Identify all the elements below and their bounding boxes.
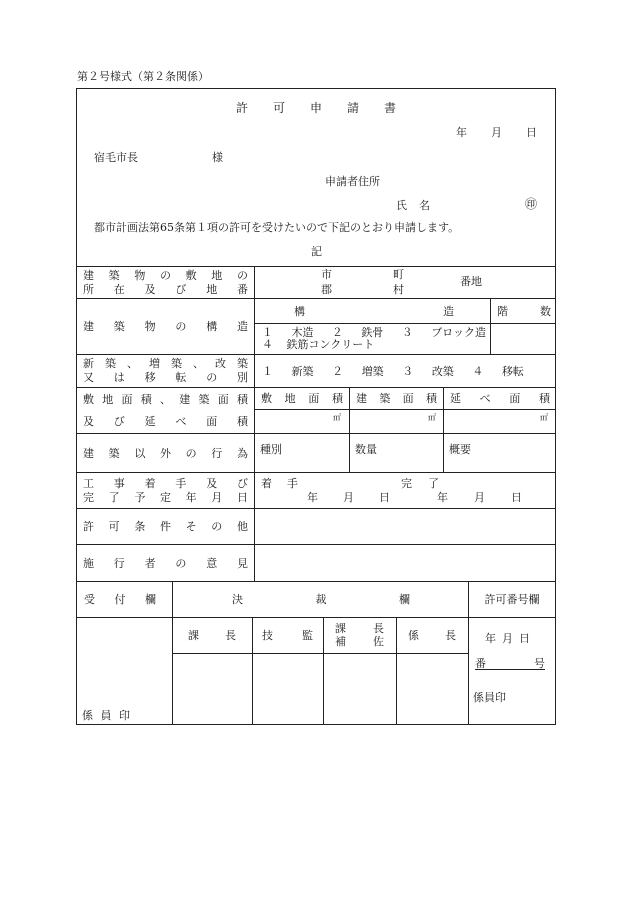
application-statement: 都市計画法第65条第１項の許可を受けたいので下記のとおり申請します。 (94, 221, 460, 234)
label-char: 受 (84, 593, 95, 606)
label-char: 課 (335, 622, 346, 635)
label-char: 別 (236, 371, 248, 384)
staff-seal-left (82, 708, 130, 721)
option-number: ３ (402, 364, 414, 378)
option-rebuild: 改築 (431, 364, 454, 378)
label-char: 延 (144, 414, 156, 428)
label-char: 積 (236, 414, 248, 428)
label-line (83, 371, 248, 384)
label-char: 日 (519, 631, 530, 645)
name-char: 氏 (396, 198, 407, 212)
site-city: 市 (321, 268, 332, 281)
label-line (83, 415, 248, 428)
label-char: 課 (188, 629, 199, 642)
label-char: 敷 (185, 268, 197, 282)
schedule-start-label (261, 476, 298, 489)
label-line (83, 491, 248, 504)
label-char: の (175, 320, 187, 333)
label-char: 行 (113, 556, 125, 570)
site-lot-number: 番地 (460, 275, 482, 288)
title-char: 可 (272, 100, 285, 115)
date-day: 日 (526, 126, 537, 139)
structure-options-line2 (262, 339, 374, 350)
label-char: 係 (82, 708, 93, 722)
applicant-address-label: 申請者住所 (325, 175, 380, 188)
build-type-options (262, 354, 524, 387)
label-char: 可 (108, 520, 120, 533)
label-char: 長 (445, 629, 456, 642)
label-char: の (175, 556, 187, 570)
label-char: 面 (509, 392, 521, 405)
label-char: 手 (175, 476, 187, 490)
label-char: 監 (302, 629, 313, 642)
option-number: ４ (262, 338, 273, 351)
site-county: 郡 (321, 283, 332, 296)
option-number: ３ (401, 325, 413, 339)
label-char: 建 (83, 320, 94, 333)
structure-label (76, 298, 254, 354)
form-number: 第２号様式（第２条関係） (77, 70, 209, 83)
label-char: 及 (83, 414, 94, 428)
option-wood: 木造 (291, 325, 314, 339)
site-town: 町 (393, 268, 404, 281)
label-char: 転 (175, 371, 187, 384)
operator-opinion-label (76, 544, 254, 581)
staff-seal-right: 係員印 (473, 691, 506, 704)
label-char: 裁 (315, 593, 327, 606)
label-char: び (236, 476, 248, 490)
label-char: の (185, 446, 197, 460)
applicant-name-label (396, 198, 430, 211)
label-char: の (211, 520, 223, 533)
label-char: 月 (502, 631, 513, 645)
option-number: ２ (331, 325, 343, 339)
total-floor-area-header (443, 387, 556, 409)
end-day: 日 (511, 491, 522, 504)
schedule-label (76, 472, 254, 508)
label-char: 面 (217, 392, 229, 406)
site-village: 村 (393, 283, 404, 296)
label-char: 施 (83, 556, 94, 570)
permit-number-line (475, 656, 545, 670)
label-char: 月 (211, 490, 223, 504)
label-char: 建 (83, 446, 94, 460)
permit-conditions-label (76, 508, 254, 544)
label-char: 築 (108, 446, 120, 460)
end-char: 完 (401, 476, 412, 490)
label-char: 長 (373, 622, 384, 635)
label-char: 条 (134, 520, 146, 533)
label-char: 了 (108, 490, 120, 504)
other-acts-type: 種別 (260, 443, 282, 456)
label-char: 意 (206, 556, 218, 570)
label-char: 又 (83, 371, 94, 384)
label-char: 許 (83, 520, 94, 533)
label-char: 予 (134, 490, 146, 504)
label-char: 為 (236, 446, 248, 460)
label-char: 見 (236, 556, 248, 570)
label-char: 築 (113, 320, 125, 333)
title-char: 請 (346, 100, 359, 115)
label-line (335, 622, 384, 635)
label-line (83, 393, 248, 406)
label-char: 積 (425, 392, 437, 405)
label-char: 積 (538, 392, 550, 405)
label-char: 補 (335, 635, 346, 648)
section-chief-header (172, 617, 252, 653)
label-char: 事 (113, 476, 125, 490)
label-char: 外 (159, 446, 171, 460)
label-line (83, 269, 248, 282)
label-char: 番 (236, 282, 248, 296)
permit-date (485, 631, 530, 644)
label-char: 面 (402, 392, 414, 405)
label-line (83, 357, 248, 370)
option-block: ブロック造 (431, 325, 486, 339)
label-char: 敷 (83, 392, 94, 406)
label-char: 印 (119, 708, 130, 722)
label-char: 敷 (261, 392, 272, 405)
label-char: 面 (206, 414, 218, 428)
label-char: 築 (108, 268, 120, 282)
label-char: 造 (236, 320, 248, 333)
label-char: 決 (232, 593, 243, 606)
label-char: 地 (211, 268, 223, 282)
title-char: 許 (236, 100, 249, 115)
label-char: 物 (144, 320, 156, 333)
label-char: 日 (236, 490, 248, 504)
technical-supervisor-header (252, 617, 323, 653)
seal-mark: ㊞ (525, 197, 538, 211)
label-char: 、 (160, 392, 171, 406)
label-char: 改 (215, 357, 226, 370)
label-char: 、 (193, 357, 204, 370)
col-char: 階 (497, 304, 508, 318)
label-char: 物 (134, 268, 146, 282)
ki-heading: 記 (311, 245, 322, 258)
end-year: 年 (437, 491, 448, 504)
label-char: 築 (379, 392, 391, 405)
label-line (83, 477, 248, 490)
form-title (236, 100, 396, 114)
label-char: 付 (114, 593, 126, 606)
floors-column-header (497, 298, 551, 323)
start-char: 手 (287, 476, 298, 490)
label-char: 定 (159, 490, 171, 504)
label-char: び (113, 414, 125, 428)
label-char: 増 (149, 357, 160, 370)
label-char: 工 (83, 476, 94, 490)
permit-no-char: 号 (534, 656, 545, 670)
start-month: 月 (343, 491, 354, 504)
label-char: 移 (144, 371, 156, 384)
reception-column-header (76, 581, 172, 617)
label-char: 地 (284, 392, 296, 405)
addressee: 宿毛市長 (94, 151, 138, 164)
label-char: 在 (113, 282, 125, 296)
label-char: は (113, 371, 125, 384)
option-rc: 鉄筋コンクリート (286, 338, 375, 351)
option-number: ２ (332, 364, 344, 378)
label-char: 延 (450, 392, 461, 405)
other-acts-label (76, 433, 254, 472)
addressee-honorific: 様 (212, 151, 223, 164)
label-char: 積 (237, 392, 248, 406)
col-char: 造 (443, 304, 454, 318)
label-char: 欄 (399, 593, 410, 606)
title-char: 書 (383, 100, 396, 115)
label-char: そ (185, 520, 197, 533)
option-number: １ (262, 364, 273, 378)
label-char: 積 (140, 392, 152, 406)
title-char: 申 (309, 100, 322, 115)
label-char: べ (479, 392, 491, 405)
label-char: 、 (127, 357, 138, 370)
label-char: 年 (185, 490, 197, 504)
label-char: の (236, 268, 248, 282)
end-month: 月 (474, 491, 485, 504)
end-char: 了 (428, 476, 439, 490)
other-acts-summary: 概要 (449, 443, 471, 456)
option-steel: 鉄骨 (361, 325, 384, 339)
label-char: 欄 (145, 593, 156, 606)
label-char: 積 (331, 392, 343, 405)
label-char: 以 (134, 446, 146, 460)
label-char: 及 (206, 476, 218, 490)
label-char: 行 (211, 446, 223, 460)
label-char: 築 (237, 357, 248, 370)
label-char: 年 (485, 631, 496, 645)
label-char: 技 (262, 629, 273, 642)
start-year: 年 (307, 491, 318, 504)
area-label (76, 387, 254, 433)
other-acts-quantity: 数量 (355, 443, 377, 456)
permit-no-char: 番 (475, 656, 486, 670)
site-area-header (254, 387, 349, 409)
label-char: 面 (308, 392, 320, 405)
schedule-end-label (401, 476, 439, 489)
label-char: 所 (83, 282, 94, 296)
site-location-label (76, 266, 254, 298)
label-char: 新 (83, 357, 94, 370)
label-char: 建 (179, 392, 191, 406)
total-floor-area-unit: ㎡ (540, 413, 548, 422)
label-char: 築 (198, 392, 210, 406)
building-area-header (349, 387, 443, 409)
option-number: １ (262, 325, 273, 339)
site-area-unit: ㎡ (333, 413, 341, 422)
label-char: 建 (356, 392, 367, 405)
label-char: 長 (225, 629, 236, 642)
label-char: 地 (206, 282, 218, 296)
label-line (83, 283, 248, 296)
deputy-chief-header (323, 617, 396, 653)
label-char: 係 (408, 629, 419, 642)
start-char: 着 (261, 476, 272, 490)
date-year: 年 (456, 126, 467, 139)
label-char: 築 (105, 357, 116, 370)
label-char: 者 (144, 556, 156, 570)
col-char: 構 (294, 304, 305, 318)
label-char: 地 (102, 392, 114, 406)
label-char: の (206, 371, 218, 384)
structure-column-header (294, 298, 454, 323)
permit-number-column-header: 許可番号欄 (484, 593, 540, 606)
building-area-unit: ㎡ (428, 413, 436, 422)
option-relocate: 移転 (501, 364, 524, 378)
label-char: 建 (83, 268, 94, 282)
label-char: 完 (83, 490, 94, 504)
start-day: 日 (379, 491, 390, 504)
name-char: 名 (419, 198, 430, 212)
decision-column-header (172, 581, 468, 617)
label-char: 佐 (373, 635, 384, 648)
label-char: 件 (159, 520, 171, 533)
label-char: 及 (144, 282, 156, 296)
option-number: ４ (472, 364, 484, 378)
label-char: 員 (100, 708, 112, 722)
option-extension: 増築 (361, 364, 384, 378)
structure-options-line1 (262, 324, 486, 339)
option-new: 新築 (291, 364, 314, 378)
label-char: 面 (121, 392, 133, 406)
label-char: 築 (171, 357, 182, 370)
label-char: の (159, 268, 171, 282)
label-char: 他 (236, 520, 248, 533)
label-line (335, 635, 384, 648)
date-month: 月 (491, 126, 502, 139)
col-char: 数 (540, 304, 551, 318)
label-char: 構 (206, 320, 218, 333)
build-type-label (76, 354, 254, 387)
label-char: べ (175, 414, 187, 428)
label-char: 着 (144, 476, 156, 490)
label-char: び (175, 282, 187, 296)
subsection-chief-header (396, 617, 468, 653)
